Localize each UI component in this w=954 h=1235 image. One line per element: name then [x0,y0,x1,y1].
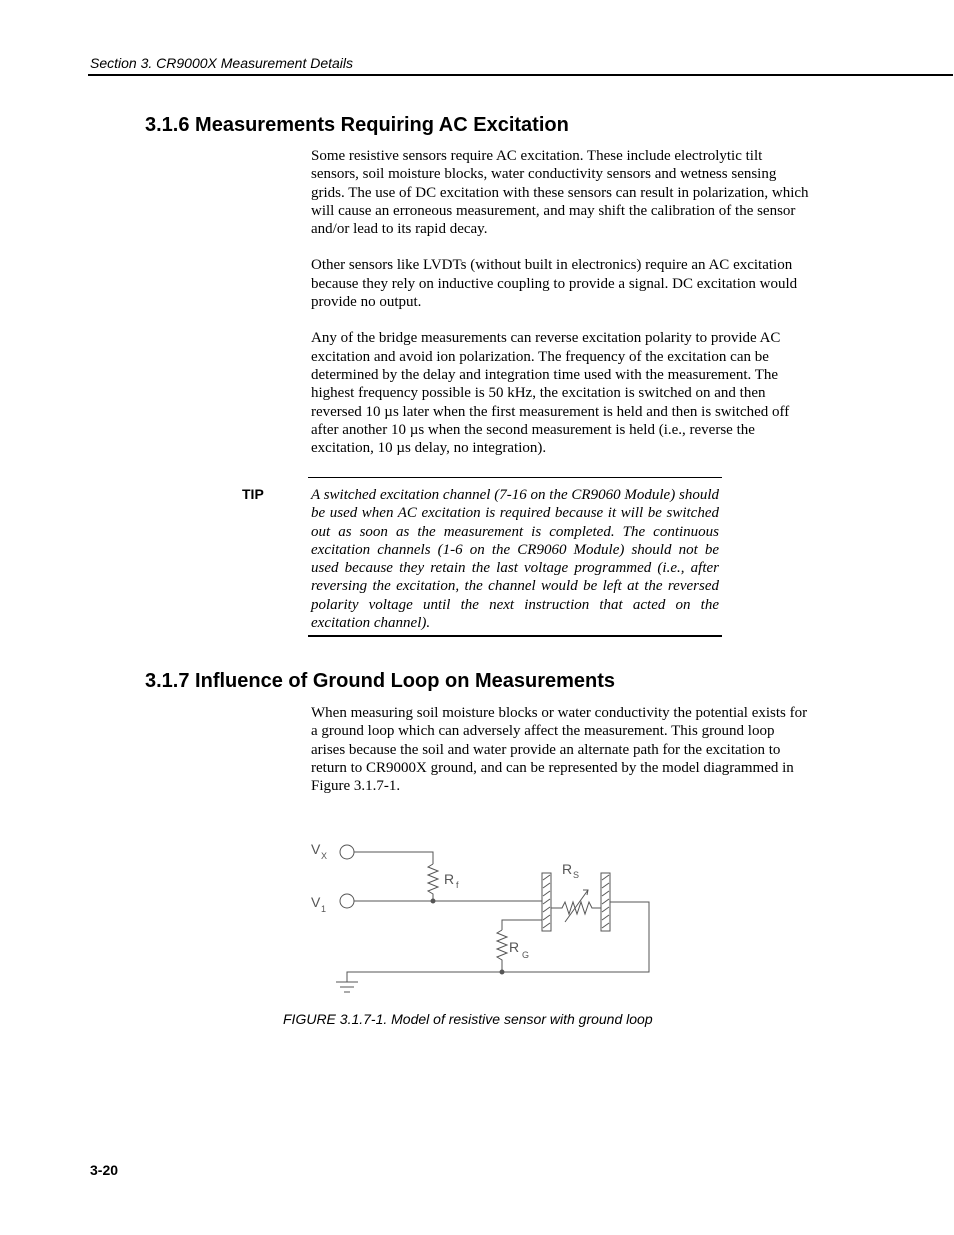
rg-label: R [509,939,520,955]
rf-label: R [444,871,455,887]
rg-resistor [497,930,507,972]
ground-loop-circuit-diagram [300,830,670,1000]
rs-label: R [562,861,573,877]
v1-label: V [311,894,321,910]
rf-label-sub: f [456,880,459,890]
section-3-1-6-body [311,147,809,475]
section-3-1-7-body [311,704,809,813]
rg-label-sub: G [522,950,530,960]
figure-caption: FIGURE 3.1.7-1. Model of resistive sensor with ground loop [283,1011,653,1027]
junction-dot [431,899,435,903]
tip-label: TIP [242,486,264,502]
section-heading-3-1-7: 3.1.7 Influence of Ground Loop on Measurements [145,670,616,692]
vx-terminal [340,845,354,859]
tip-text: A switched excitation channel (7-16 on the CR9060 Module) should be used when AC excitation is required because it will be switched out as soon as the measurement is completed. The continuous excitation channels (1-6 on the CR9060 Module) should not be used because they retain the last voltage programmed (i.e., after reversing the excitation, the channel would be left at the reversed polarity voltage until the next instruction that acted on the excitation channel). [311,487,719,632]
v1-label-sub: 1 [321,904,327,914]
rs-label-sub: S [573,870,580,880]
page-number: 3-20 [90,1162,119,1178]
v1-terminal [340,894,354,908]
vx-label: V [311,841,321,857]
section-heading-3-1-6: 3.1.6 Measurements Requiring AC Excitation [145,114,569,136]
rs-variable-arrow [565,890,588,922]
header-rule [88,74,953,76]
rf-resistor [428,864,438,901]
paragraph: Some resistive sensors require AC excitation. These include electrolytic tilt sensors, soil moisture blocks, water conductivity sensors and wetness sensing grids. The use of DC excitation with these sensors can result in polarization, which will cause an erroneous measurement, and may shift the calibration of the sensor and/or lead to its rapid decay. [311,148,809,238]
vx-label-sub: X [321,851,328,861]
rs-variable-resistor [551,902,601,914]
vx-wire [354,852,433,864]
rg-wire [502,920,542,930]
return-wire [347,902,649,982]
paragraph: When measuring soil moisture blocks or water conductivity the potential exists for a ground loop which can adversely affect the measurement. This ground loop arises because the soil and water provide an alternate path for the excitation to return to CR9000X ground, and can be represented by the model diagrammed in Figure 3.1.7-1. [311,705,808,795]
paragraph: Any of the bridge measurements can reverse excitation polarity to provide AC excitation and avoid ion polarization. The frequency of the excitation can be determined by the delay and integration time used with the measurement. The highest frequency possible is 50 kHz, the excitation is switched on and then reversed 10 µs later when the first measurement is held and then is switched off after another 10 µs when the second measurement is held (i.e., reverse the excitation, 10 µs delay, no integration). [311,330,790,457]
paragraph: Other sensors like LVDTs (without built in electronics) require an AC excitation because they rely on inductive coupling to provide a signal. DC excitation would provide no output. [311,257,798,311]
running-header: Section 3. CR9000X Measurement Details [90,55,354,71]
